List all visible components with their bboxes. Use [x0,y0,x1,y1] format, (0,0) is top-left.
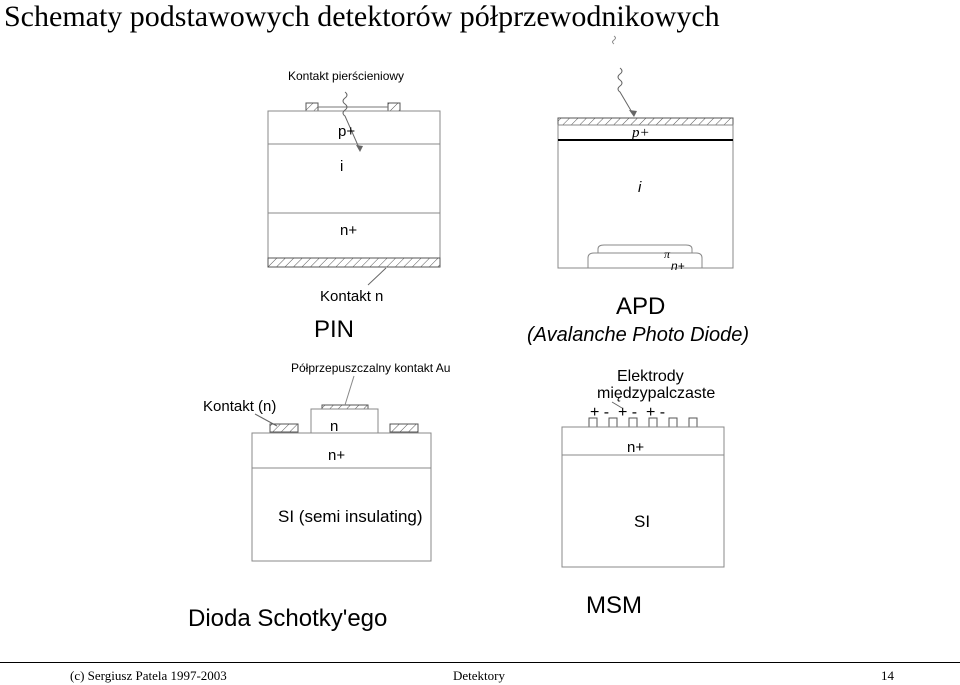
pin-ring-contact-left [306,103,318,111]
footer-copyright: (c) Sergiusz Patela 1997-2003 [70,668,227,683]
schottky-side-contact-left [270,424,298,432]
pin-diagram [268,69,440,343]
apd-n-label: n+ [671,259,685,273]
apd-diagram [527,36,749,346]
msm-name: MSM [586,592,642,619]
page-title: Schematy podstawowych detektorów półprzewodnikowych [4,0,720,33]
pin-name: PIN [314,316,355,343]
apd-top-contact [558,118,733,125]
schottky-n-mesa [311,409,378,433]
apd-light-wave [618,68,633,114]
msm-layer-nplus: n+ [627,439,645,456]
pin-light-wave [343,92,360,150]
msm-electrode-6 [689,418,697,427]
msm-diagram [562,368,724,619]
apd-pi-label: π [664,247,671,261]
apd-subtitle: (Avalanche Photo Diode) [527,324,749,346]
msm-substrate-label: SI [634,512,651,531]
schottky-name: Dioda Schotky'ego [188,605,388,632]
apd-pi-region [588,253,702,268]
footer-page-number: 14 [881,668,894,683]
pin-layer-i: i [340,158,344,175]
apd-name: APD [616,293,666,320]
msm-electrodes-label-2: międzypalczaste [597,385,716,402]
schottky-side-contact-right [390,424,418,432]
schottky-substrate-label: SI (semi insulating) [278,507,423,526]
pin-ring-contact-right [388,103,400,111]
msm-electrode-5 [669,418,677,427]
apd-body [558,125,733,268]
schottky-n-contact-label: Kontakt (n) [203,398,277,415]
apd-layer-p: p+ [632,125,650,141]
schottky-au-contact-label: Półprzepuszczalny kontakt Au [291,361,451,375]
apd-layer-i: i [638,179,642,196]
footer-divider [0,662,960,663]
msm-polarity: + - + - + - [590,404,666,421]
footer-section: Detektory [453,668,505,683]
pin-ring-contact-label: Kontakt pierścieniowy [288,69,405,83]
schottky-au-contact [322,405,368,409]
apd-n-region [598,245,692,253]
schottky-diagram [188,361,450,632]
pin-bottom-contact-label: Kontakt n [320,288,384,305]
pin-bottom-contact [268,258,440,267]
pin-layer-n: n+ [340,222,358,239]
msm-electrodes-label-1: Elektrody [617,368,684,385]
pin-layer-p: p+ [338,123,356,140]
schottky-layer-nplus: n+ [328,447,346,464]
pin-contact-n-leader [368,268,386,285]
schottky-layer-n: n [330,418,339,435]
